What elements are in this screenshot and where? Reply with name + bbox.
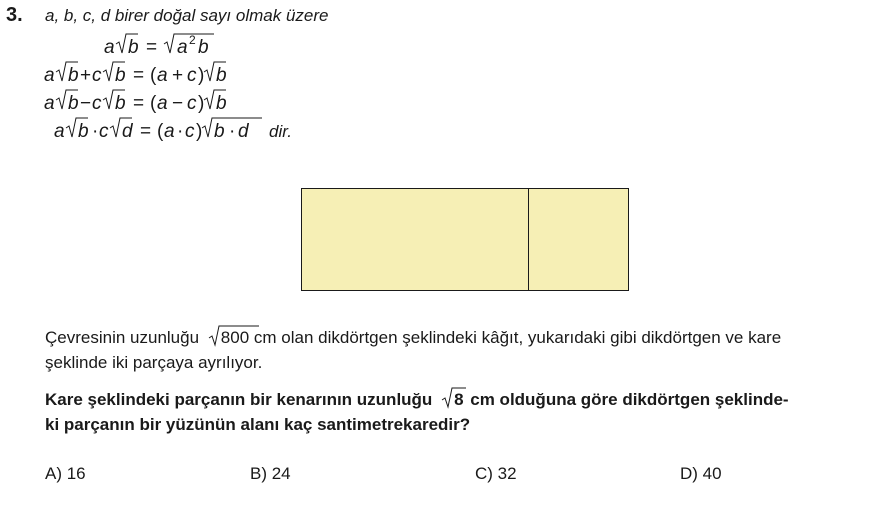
p1-radicand: 800 <box>220 328 250 347</box>
paper-figure <box>301 188 629 291</box>
svg-text:·: · <box>92 121 99 142</box>
formula-1-rhs: a <box>177 37 188 58</box>
question-intro: a, b, c, d birer doğal sayı olmak üzere <box>45 6 329 25</box>
svg-text:c: c <box>187 93 197 114</box>
formula-3-lhs: a <box>44 93 55 114</box>
svg-text:=: = <box>133 65 145 86</box>
svg-text:b: b <box>198 37 209 58</box>
svg-text:b: b <box>115 93 126 114</box>
svg-text:c: c <box>185 121 195 142</box>
svg-text:b: b <box>128 37 139 58</box>
svg-text:b: b <box>115 65 126 86</box>
svg-text:c: c <box>92 65 102 86</box>
svg-text:=: = <box>140 121 152 142</box>
paragraph-1 <box>45 325 781 375</box>
formula-1-lhs: a <box>104 37 115 58</box>
paper-outline <box>302 189 629 291</box>
svg-text:): ) <box>196 121 203 142</box>
svg-text:a: a <box>164 121 175 142</box>
formula-4-suffix: dir. <box>269 122 292 141</box>
svg-text:b: b <box>68 65 79 86</box>
svg-text:+: + <box>80 65 92 86</box>
prompt-text-a: Kare şeklindeki parçanın bir kenarının uzunluğu <box>45 390 433 409</box>
svg-text:−: − <box>172 93 184 114</box>
radical-icon <box>441 386 467 410</box>
option-c[interactable]: C) 32 <box>475 464 517 483</box>
svg-text:·: · <box>177 121 184 142</box>
svg-text:b: b <box>214 121 225 142</box>
svg-text:c: c <box>99 121 109 142</box>
formula-3-rhs: ( <box>150 93 157 114</box>
p1-text-b: cm olan dikdörtgen şeklindeki kâğıt, yukarıdaki gibi dikdörtgen ve kare <box>253 328 782 347</box>
question-number: 3. <box>6 4 23 26</box>
p1-line-2: şeklinde iki parçaya ayrılıyor. <box>45 353 263 372</box>
svg-text:a: a <box>157 93 168 114</box>
p1-text-a: Çevresinin uzunluğu <box>45 328 200 347</box>
p1-radical <box>208 325 249 350</box>
svg-text:b: b <box>78 121 89 142</box>
prompt-line-2: ki parçanın bir yüzünün alanı kaç santimetrekaredir? <box>45 415 471 434</box>
question-prompt <box>45 387 789 437</box>
svg-text:b: b <box>216 65 227 86</box>
option-b[interactable]: B) 24 <box>250 464 291 483</box>
prompt-radical <box>441 387 463 412</box>
option-d[interactable]: D) 40 <box>680 464 722 483</box>
formula-2-lhs: a <box>44 65 55 86</box>
svg-text:+: + <box>172 65 184 86</box>
svg-text:c: c <box>92 93 102 114</box>
svg-text:d: d <box>122 121 133 142</box>
prompt-text-b: cm olduğuna göre dikdörtgen şeklinde- <box>470 390 789 409</box>
svg-text:): ) <box>198 93 205 114</box>
option-a[interactable]: A) 16 <box>45 464 86 483</box>
svg-text:·: · <box>229 121 236 142</box>
svg-text:−: − <box>80 93 92 114</box>
svg-text:=: = <box>146 37 158 58</box>
svg-text:2: 2 <box>189 33 196 47</box>
svg-text:): ) <box>198 65 205 86</box>
formula-4-rhs: ( <box>157 121 164 142</box>
radical-icon <box>208 324 260 348</box>
svg-text:=: = <box>133 93 145 114</box>
svg-text:b: b <box>216 93 227 114</box>
formula-block <box>40 30 360 154</box>
svg-text:b: b <box>68 93 79 114</box>
svg-text:c: c <box>187 65 197 86</box>
formula-2-rhs: ( <box>150 65 157 86</box>
prompt-radicand: 8 <box>454 390 464 409</box>
svg-text:a: a <box>157 65 168 86</box>
svg-text:d: d <box>238 121 249 142</box>
formula-4-lhs: a <box>54 121 65 142</box>
